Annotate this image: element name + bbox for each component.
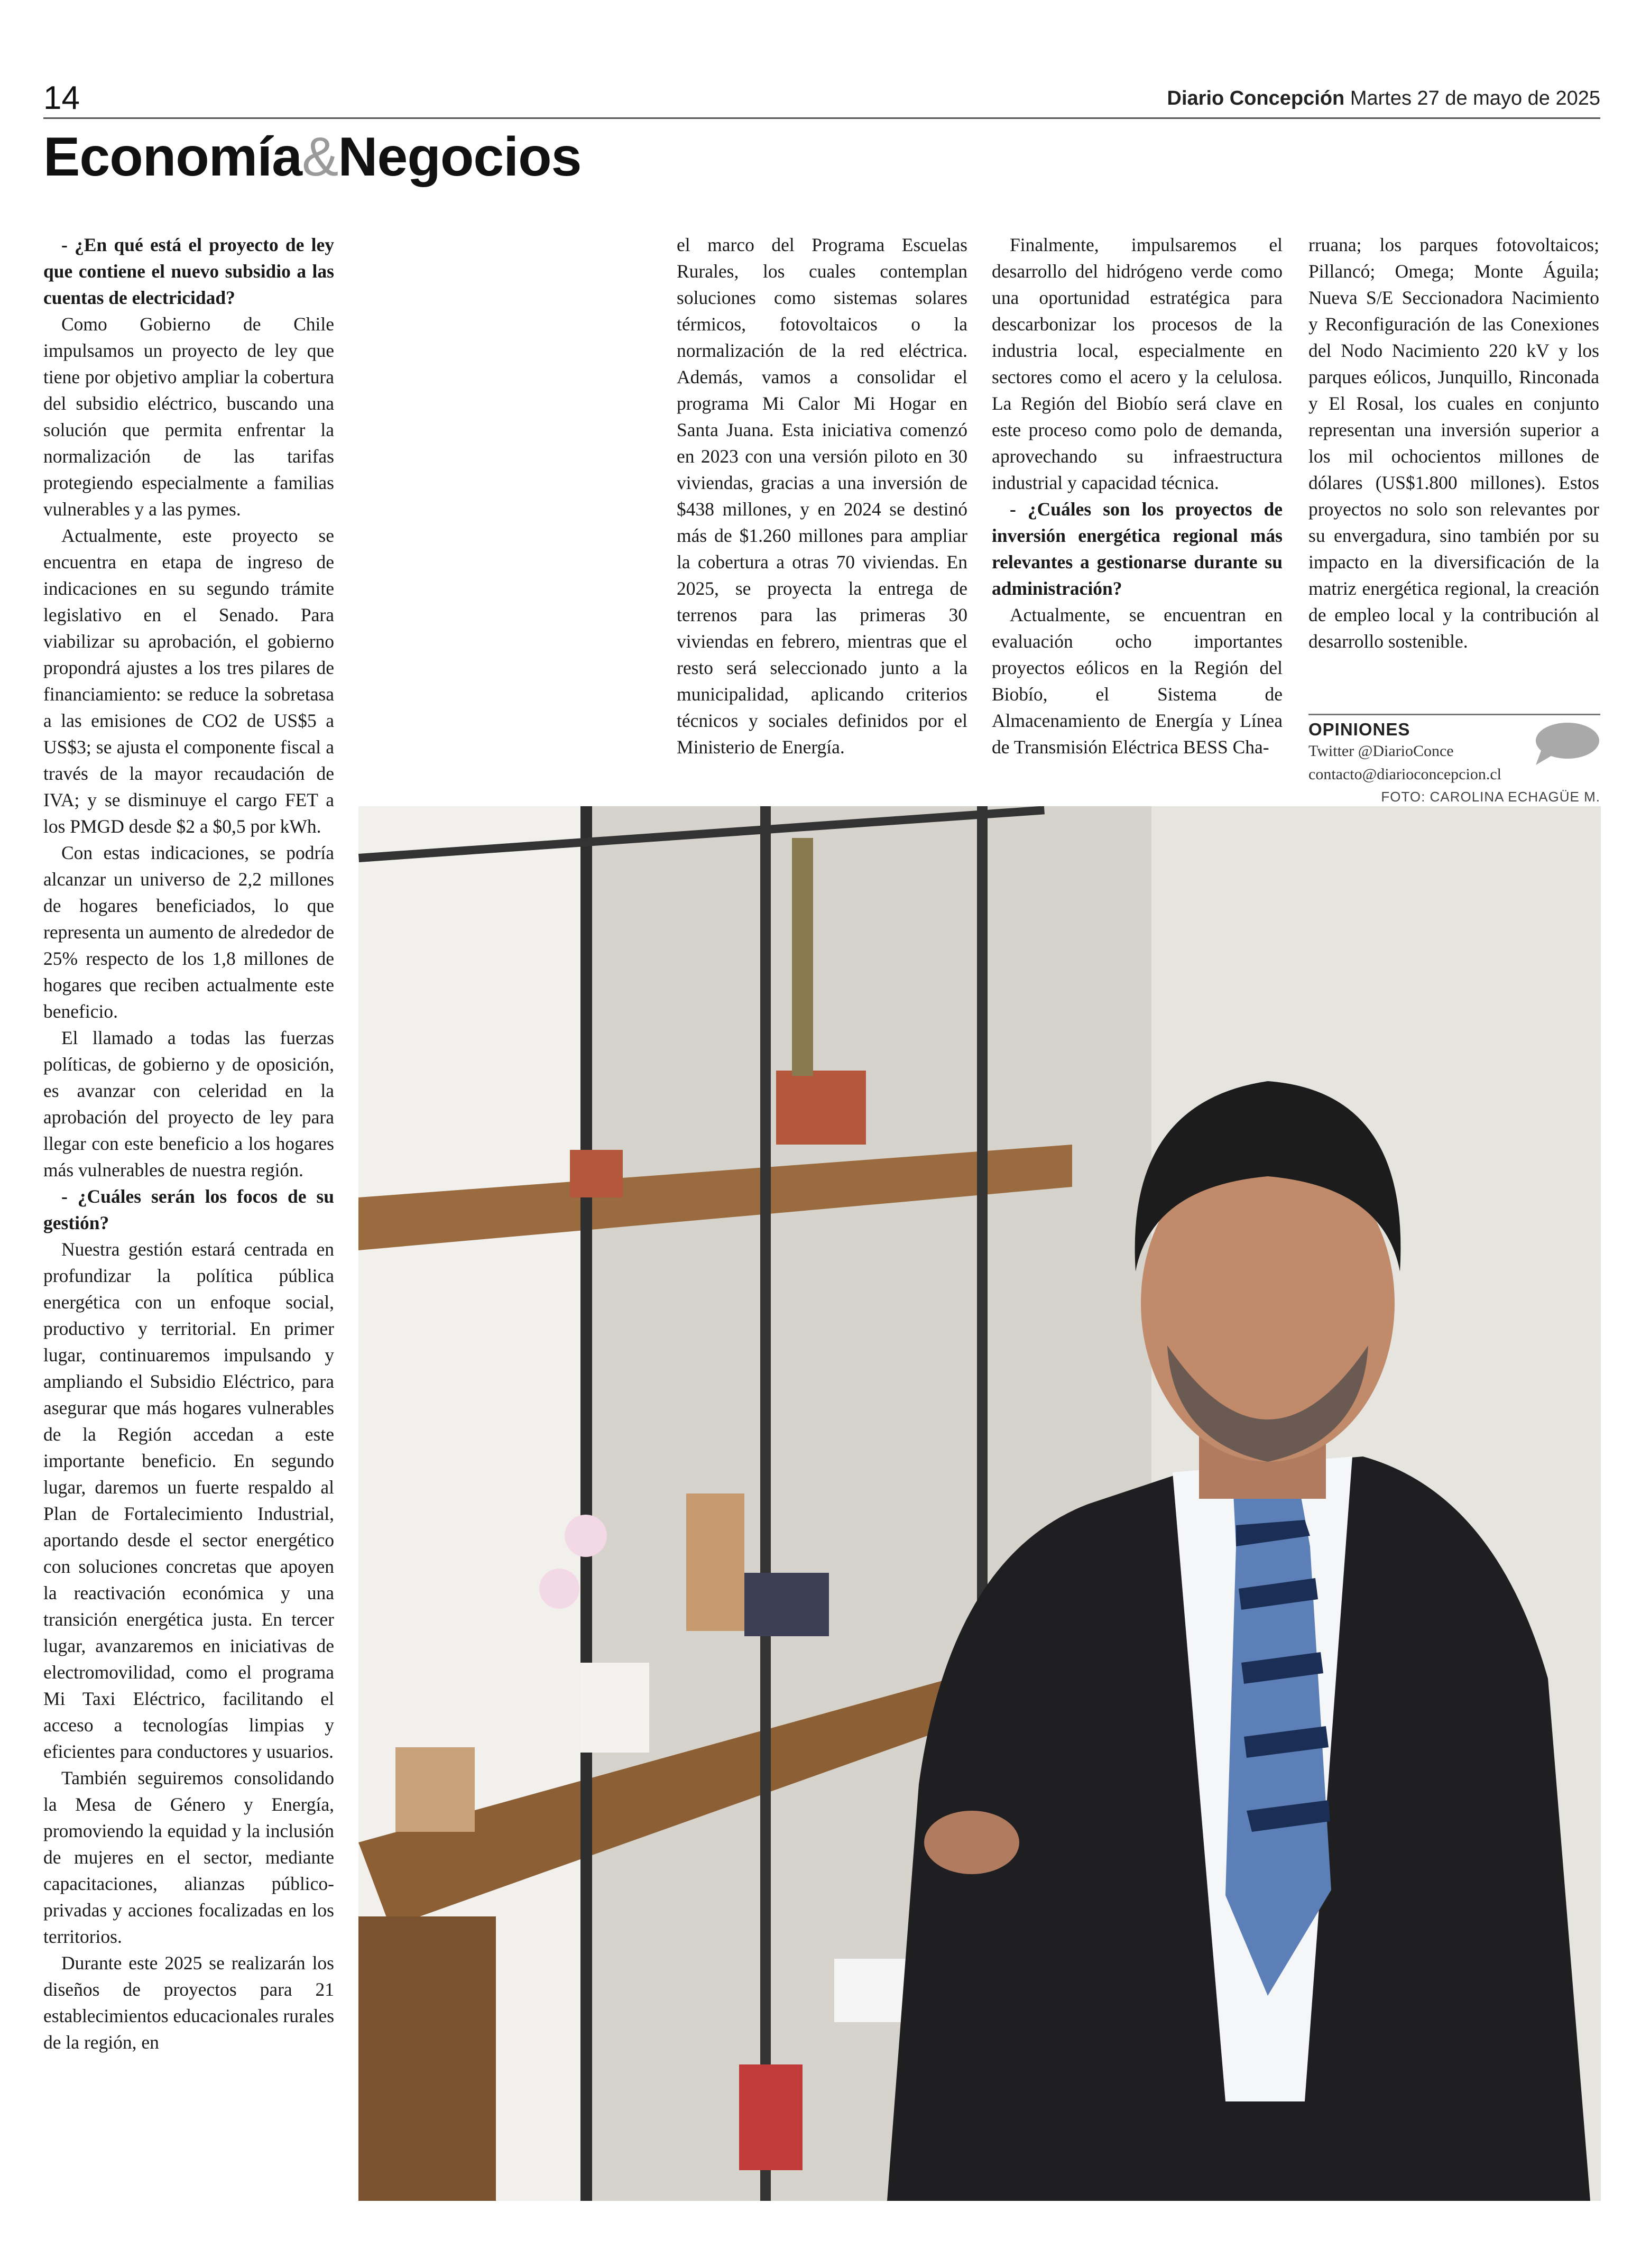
portrait-photo (358, 806, 1601, 2201)
article-paragraph: Durante este 2025 se realizarán los diseños de proyectos para 21 establecimientos educacionales rurales de la región, en (43, 1952, 335, 2053)
article-column-2 (677, 232, 967, 760)
newspaper-name: Diario Concepción (1167, 87, 1345, 109)
issue-date: Martes 27 de mayo de 2025 (1350, 87, 1600, 109)
page-number: 14 (43, 80, 80, 116)
photo-credit: FOTO: CAROLINA ECHAGÜE M. (1381, 789, 1600, 805)
article-paragraph: El llamado a todas las fuerzas políticas, de gobierno y de oposición, es avanzar con celeridad en la aprobación del proyecto de ley para llegar con este beneficio a los hogares más vulnerables de nuestra región. (43, 1027, 334, 1181)
opinions-box (1308, 714, 1600, 786)
article-paragraph: También seguiremos consolidando la Mesa de Género y Energía, promoviendo la equidad y la inclusión de mujeres en el sector, mediante capacitaciones, alianzas público-privadas y acciones focalizadas en los territorios. (43, 1767, 334, 1947)
article-column-1 (43, 232, 334, 2055)
article-paragraph: Como Gobierno de Chile impulsamos un proyecto de ley que tiene por objetivo ampliar la cobertura del subsidio eléctrico, buscando una solución que permita enfrentar la normalización de las tarifas protegiendo especialmente a familias vulnerables y a las pymes. (43, 314, 334, 520)
article-paragraph: Actualmente, se encuentran en evaluación ocho importantes proyectos eólicos en la Región del Biobío, el Sistema de Almacenamiento de Energía y Línea de Transmisión Eléctrica BESS Cha- (992, 604, 1283, 758)
opinions-twitter[interactable]: Twitter @DiarioConce (1308, 742, 1454, 760)
speech-bubble-icon (1533, 721, 1600, 766)
section-title-amp: & (302, 126, 338, 188)
interview-question: - ¿En qué está el proyecto de ley que contiene el nuevo subsidio a las cuentas de electricidad? (43, 234, 334, 308)
article-paragraph: el marco del Programa Escuelas Rurales, los cuales contemplan soluciones como sistemas solares térmicos, fotovoltaicos o la normalización de la red eléctrica. Además, vamos a consolidar el programa Mi Calor Mi Hogar en Santa Juana. Esta iniciativa comenzó en 2023 con una versión piloto en 30 viviendas, gracias a una inversión de $438 millones, y en 2024 se destinó más de $1.260 millones para ampliar la cobertura a otras 70 viviendas. En 2025, se proyecta la entrega de terrenos para las primeras 30 viviendas en febrero, mientras que el resto será seleccionado junto a la municipalidad, aplicando criterios técnicos y sociales definidos por el Ministerio de Energía. (677, 234, 967, 758)
article-column-4 (1308, 232, 1599, 654)
section-title (43, 126, 581, 189)
opinions-email[interactable]: contacto@diarioconcepcion.cl (1308, 766, 1501, 783)
interview-question: - ¿Cuáles serán los focos de su gestión? (43, 1186, 334, 1233)
opinions-title: OPINIONES (1308, 720, 1410, 739)
masthead (1167, 87, 1600, 110)
article-paragraph: Con estas indicaciones, se podría alcanzar un universo de 2,2 millones de hogares beneficiados, lo que representa un aumento de alrededor de 25% respecto de los 1,8 millones de hogares que reciben actualmente este beneficio. (43, 842, 334, 1022)
interview-question: - ¿Cuáles son los proyectos de inversión energética regional más relevantes a gestionarse durante su administración? (992, 499, 1283, 599)
article-paragraph: rruana; los parques fotovoltaicos; Pillancó; Omega; Monte Águila; Nueva S/E Seccionadora Nacimiento y Reconfiguración de las Conexiones del Nodo Nacimiento 220 kV y los parques eólicos, Junquillo, Rinconada y El Rosal, los cuales en conjunto representan una inversión superior a los mil ochocientos millones de dólares (US$1.800 millones). Estos proyectos no solo son relevantes por su envergadura, sino también por su impacto en la diversificación de la matriz energética regional, la creación de empleo local y la contribución al desarrollo sostenible. (1308, 234, 1599, 652)
article-column-3 (992, 232, 1283, 760)
article-paragraph: Actualmente, este proyecto se encuentra en etapa de ingreso de indicaciones en su segundo trámite legislativo en el Senado. Para viabilizar su aprobación, el gobierno propondrá ajustes a los tres pilares de financiamiento: se reduce la sobretasa a las emisiones de CO2 de US$5 a US$3; se ajusta el componente fiscal a través de la mayor recaudación de IVA; y se disminuye el cargo FET a los PMGD desde $2 a $0,5 por kWh. (43, 525, 334, 837)
article-paragraph: Nuestra gestión estará centrada en profundizar la política pública energética con un enfoque social, productivo y territorial. En primer lugar, continuaremos impulsando y ampliando el Subsidio Eléctrico, para asegurar que más hogares vulnerables de la Región accedan a este importante beneficio. En segundo lugar, daremos un fuerte respaldo al Plan de Fortalecimiento Industrial, aportando desde el sector energético con soluciones concretas que apoyen la reactivación económica y una transición energética justa. En tercer lugar, avanzaremos en iniciativas de electromovilidad, como el programa Mi Taxi Eléctrico, facilitando el acceso a tecnologías limpias y eficientes para conductores y usuarios. (43, 1239, 334, 1762)
header-rule (43, 117, 1600, 119)
article-paragraph: Finalmente, impulsaremos el desarrollo del hidrógeno verde como una oportunidad estratégica para descarbonizar los procesos de la industria local, especialmente en sectores como el acero y la celulosa. La Región del Biobío será clave en este proceso como polo de demanda, aprovechando su infraestructura industrial y capacidad técnica. (992, 234, 1283, 493)
section-title-left: Economía (43, 126, 302, 188)
section-title-right: Negocios (338, 126, 582, 188)
